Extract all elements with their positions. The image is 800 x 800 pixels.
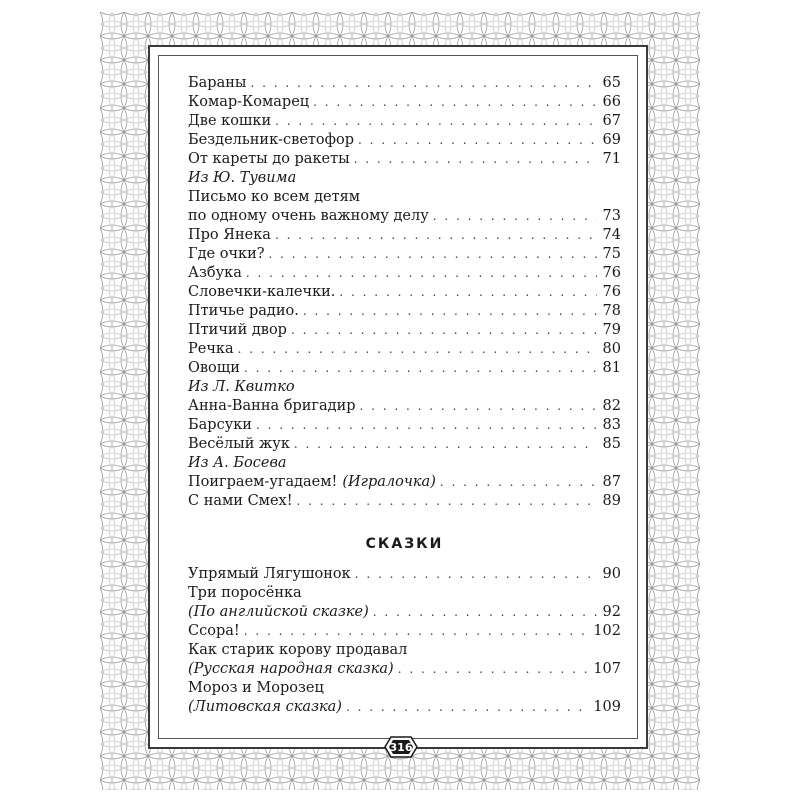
toc-entry-title: Речка bbox=[188, 341, 234, 357]
toc-entry bbox=[188, 359, 621, 378]
toc-entry-page: 85 bbox=[602, 436, 621, 452]
toc-entry-title: Поиграем-угадаем! bbox=[188, 474, 338, 490]
toc-entry-title: Комар-Комарец bbox=[188, 94, 310, 110]
dot-leader bbox=[373, 603, 597, 622]
author-heading: Из А. Босева bbox=[188, 455, 287, 471]
dot-leader bbox=[238, 340, 597, 359]
toc-entry-subtitle: (Игралочка) bbox=[342, 474, 436, 490]
toc-entry bbox=[188, 622, 621, 641]
toc-entry-page: 76 bbox=[602, 284, 621, 300]
dot-leader bbox=[269, 245, 597, 264]
dot-leader bbox=[256, 416, 597, 435]
toc-entry-page: 73 bbox=[602, 208, 621, 224]
toc-entry bbox=[188, 302, 621, 321]
toc-entry-page: 75 bbox=[602, 246, 621, 262]
toc-entry bbox=[188, 226, 621, 245]
toc-entry-title: Овощи bbox=[188, 360, 240, 376]
toc-entry-title: Две кошки bbox=[188, 113, 272, 129]
toc-entry bbox=[188, 660, 621, 679]
toc-entry-title: (Литовская сказка) bbox=[188, 699, 342, 715]
dot-leader bbox=[313, 93, 597, 112]
toc-entry bbox=[188, 492, 621, 511]
author-heading: Из Ю. Тувима bbox=[188, 170, 297, 186]
dot-leader bbox=[433, 207, 597, 226]
toc-entry-page: 82 bbox=[602, 398, 621, 414]
toc-entry bbox=[188, 473, 621, 492]
dot-leader bbox=[246, 264, 597, 283]
toc-entry bbox=[188, 245, 621, 264]
toc-poems-section bbox=[188, 74, 621, 511]
author-heading: Из Л. Квитко bbox=[188, 379, 295, 395]
dot-leader bbox=[360, 397, 597, 416]
toc-entry-title: Весёлый жук bbox=[188, 436, 290, 452]
toc-entry-title: (По английской сказке) bbox=[188, 604, 369, 620]
toc-entry bbox=[188, 74, 621, 93]
dot-leader bbox=[398, 660, 590, 679]
toc-entry bbox=[188, 207, 621, 226]
page-number-badge bbox=[381, 734, 421, 760]
toc-entry bbox=[188, 264, 621, 283]
dot-leader bbox=[354, 150, 597, 169]
toc-entry-page: 76 bbox=[602, 265, 621, 281]
toc-entry-page: 71 bbox=[602, 151, 621, 167]
dot-leader bbox=[346, 698, 589, 717]
toc-entry-page: 83 bbox=[602, 417, 621, 433]
toc-fairy-tales-section bbox=[188, 565, 621, 717]
toc-entry-page: 74 bbox=[602, 227, 621, 243]
toc-entry bbox=[188, 603, 621, 622]
toc-entry bbox=[188, 435, 621, 454]
toc-entry-page: 107 bbox=[593, 661, 621, 677]
toc-entry-title: От кареты до ракеты bbox=[188, 151, 350, 167]
toc-entry-page: 102 bbox=[593, 623, 621, 639]
toc-entry-title: С нами Смех! bbox=[188, 493, 293, 509]
toc-entry bbox=[188, 112, 621, 131]
dot-leader bbox=[303, 302, 597, 321]
toc-entry-page: 81 bbox=[602, 360, 621, 376]
dot-leader bbox=[275, 112, 597, 131]
dot-leader bbox=[244, 359, 597, 378]
toc-entry bbox=[188, 340, 621, 359]
toc-entry-title: Ссора! bbox=[188, 623, 240, 639]
page-number: 316 bbox=[389, 740, 413, 754]
toc-entry-page: 67 bbox=[602, 113, 621, 129]
toc-entry-title: (Русская народная сказка) bbox=[188, 661, 394, 677]
toc-entry-page: 109 bbox=[593, 699, 621, 715]
toc-entry bbox=[188, 416, 621, 435]
toc-entry-title: Барсуки bbox=[188, 417, 252, 433]
toc-entry-page: 69 bbox=[602, 132, 621, 148]
dot-leader bbox=[339, 283, 597, 302]
toc-entry bbox=[188, 131, 621, 150]
toc-entry-title: Словечки-калечки. bbox=[188, 284, 336, 300]
toc-entry-title: Бараны bbox=[188, 75, 247, 91]
dot-leader bbox=[355, 565, 597, 584]
toc-entry bbox=[188, 283, 621, 302]
toc-entry-page: 65 bbox=[602, 75, 621, 91]
toc-entry-page: 89 bbox=[602, 493, 621, 509]
toc-entry-page: 92 bbox=[602, 604, 621, 620]
toc-entry bbox=[188, 397, 621, 416]
toc-entry-title: Птичий двор bbox=[188, 322, 287, 338]
toc-entry-title-line: Как старик корову продавал bbox=[188, 642, 408, 658]
toc-entry-title: Анна-Ванна бригадир bbox=[188, 398, 356, 414]
dot-leader bbox=[250, 74, 597, 93]
toc-entry-title: Бездельник-светофор bbox=[188, 132, 355, 148]
toc-entry-page: 80 bbox=[602, 341, 621, 357]
toc-entry bbox=[188, 150, 621, 169]
toc-entry-title-line: Письмо ко всем детям bbox=[188, 189, 361, 205]
dot-leader bbox=[275, 226, 597, 245]
toc-entry-title: по одному очень важному делу bbox=[188, 208, 429, 224]
toc-entry bbox=[188, 321, 621, 340]
toc-entry bbox=[188, 93, 621, 112]
toc-entry-page: 79 bbox=[602, 322, 621, 338]
toc-entry-page: 78 bbox=[602, 303, 621, 319]
toc-entry-title-line: Три поросёнка bbox=[188, 585, 302, 601]
toc-entry-title-line: Мороз и Морозец bbox=[188, 680, 324, 696]
toc-entry-page: 66 bbox=[602, 94, 621, 110]
dot-leader bbox=[440, 473, 597, 492]
dot-leader bbox=[294, 435, 597, 454]
toc-entry-title: Где очки? bbox=[188, 246, 265, 262]
section-title: СКАЗКИ bbox=[365, 536, 444, 552]
toc-entry-page: 87 bbox=[602, 474, 621, 490]
toc-entry-page: 90 bbox=[602, 566, 621, 582]
dot-leader bbox=[297, 492, 597, 511]
toc-entry bbox=[188, 698, 621, 717]
dot-leader bbox=[291, 321, 597, 340]
dot-leader bbox=[358, 131, 597, 150]
toc-entry-title: Птичье радио. bbox=[188, 303, 299, 319]
toc-entry-title: Упрямый Лягушонок bbox=[188, 566, 351, 582]
toc-entry-title: Про Янека bbox=[188, 227, 271, 243]
table-of-contents bbox=[188, 74, 621, 717]
toc-entry-title: Азбука bbox=[188, 265, 242, 281]
toc-entry bbox=[188, 565, 621, 584]
dot-leader bbox=[244, 622, 590, 641]
